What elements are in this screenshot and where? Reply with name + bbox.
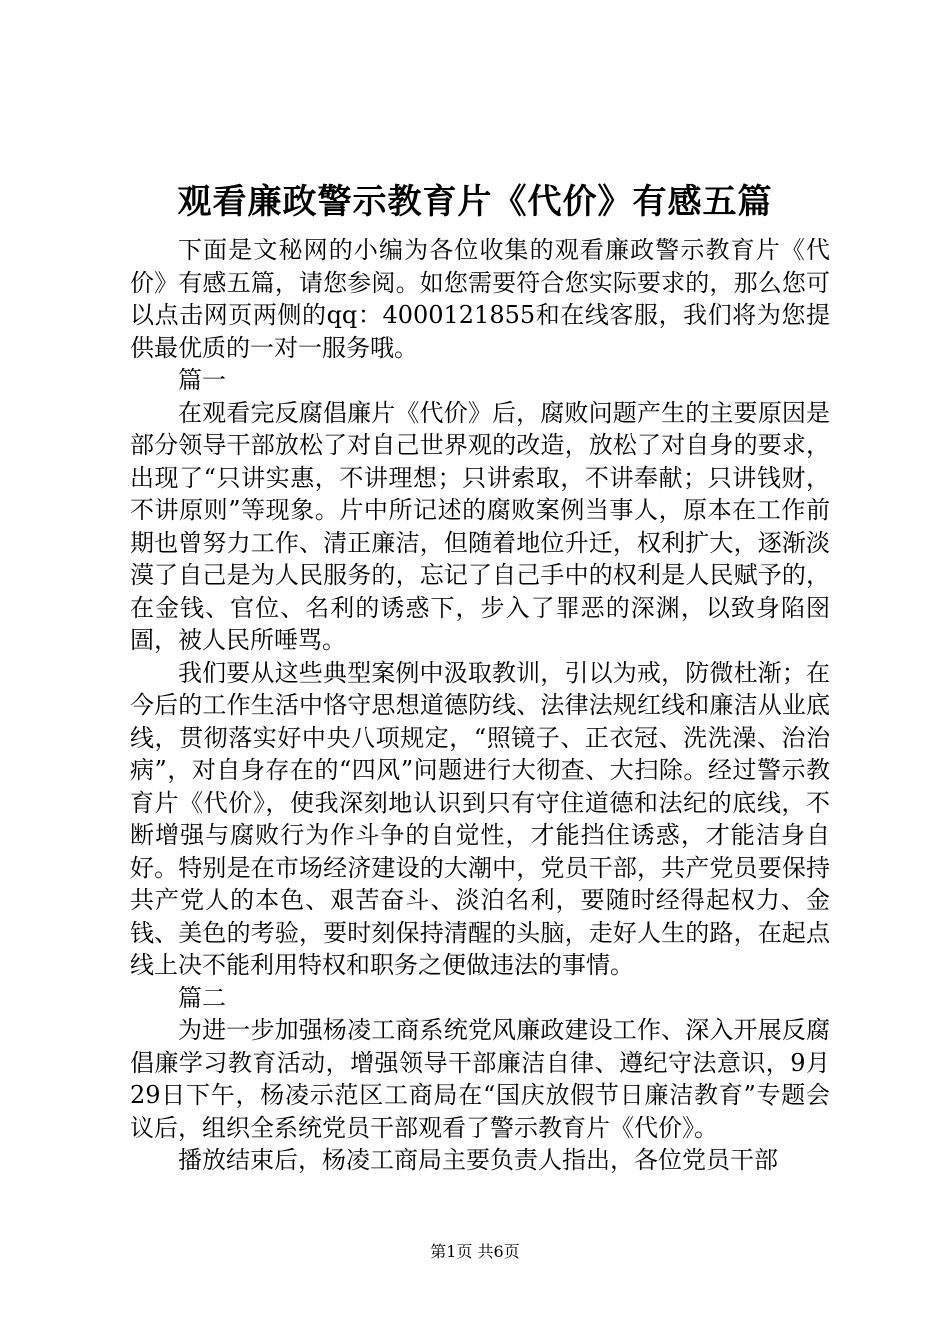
section-1-paragraph-2: 我们要从这些典型案例中汲取教训，引以为戒，防微杜渐；在今后的工作生活中恪守思想道德防线、法律法规红线和廉洁从业底线，贯彻落实好中央八项规定，“照镜子、正衣冠、洗洗澡、治治病”，对自身存在的“四风”问题进行大彻查、大扫除。经过警示教育片《代价》，使我深刻地认识到只有守住道德和法纪的底线，不断增强与腐败行为作斗争的自觉性，才能挡住诱惑，才能洁身自好。特别是在市场经济建设的大潮中，党员干部，共产党员要保持共产党人的本色、艰苦奋斗、淡泊名利，要随时经得起权力、金钱、美色的考验，要时刻保持清醒的头脑，走好人生的路，在起点线上决不能利用特权和职务之便做违法的事情。 [130,658,830,979]
section-2-paragraph-2: 播放结束后，杨凌工商局主要负责人指出，各位党员干部 [178,1146,778,1174]
intro-paragraph: 下面是文秘网的小编为各位收集的观看廉政警示教育片《代价》有感五篇，请您参阅。如您需要符合您实际要求的，那么您可以点击网页两侧的qq：4000121855和在线客服，我们将为您提供最优质的一对一服务哦。 [130,236,830,362]
section-1-paragraph-1: 在观看完反腐倡廉片《代价》后，腐败问题产生的主要原因是部分领导干部放松了对自己世界观的改造，放松了对自身的要求，出现了“只讲实惠，不讲理想；只讲索取，不讲奉献；只讲钱财，不讲原则”等现象。片中所记述的腐败案例当事人，原本在工作前期也曾努力工作、清正廉洁，但随着地位升迁，权利扩大，逐渐淡漠了自己是为人民服务的，忘记了自己手中的权利是人民赋予的，在金钱、官位、名利的诱惑下，步入了罪恶的深渊，以致身陷囹圄，被人民所唾骂。 [130,398,830,654]
document-title: 观看廉政警示教育片《代价》有感五篇 [177,182,773,222]
section-2-heading: 篇二 [178,983,226,1012]
section-1-heading: 篇一 [178,366,226,394]
document-body [130,234,830,1177]
section-2-paragraph-1: 为进一步加强杨凌工商系统党风廉政建设工作、深入开展反腐倡廉学习教育活动，增强领导干部廉洁自律、遵纪守法意识，9月29日下午，杨凌示范区工商局在“国庆放假节日廉洁教育”专题会议后，组织全系统党员干部观看了警示教育片《代价》。 [130,1016,830,1142]
page-footer: 第1页 共6页 [430,1242,520,1261]
